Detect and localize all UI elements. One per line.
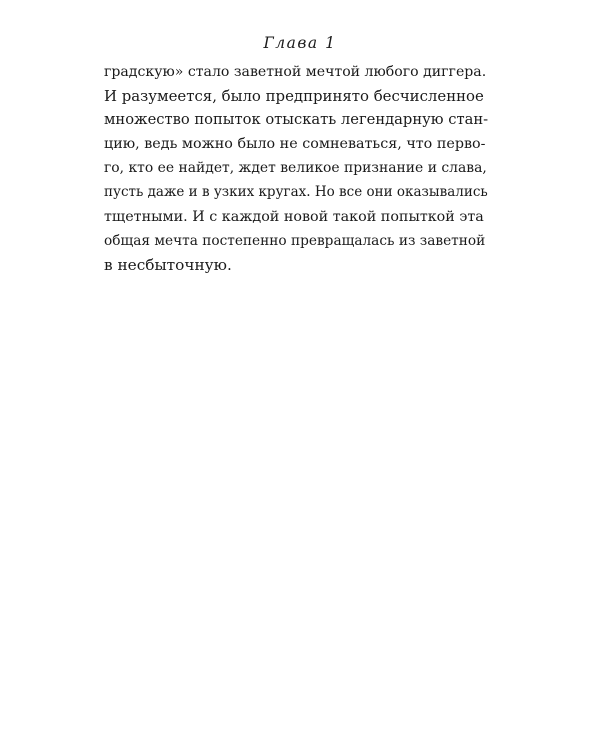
text-line: множество попыток отыскать легендарную стан- — [104, 111, 489, 129]
body-paragraph — [104, 60, 488, 277]
text-line: И разумеется, было предпринято бесчисленное — [104, 87, 484, 106]
text-line: го, кто ее найдет, ждет великое признание и слава, — [104, 160, 487, 177]
text-line: тщетными. И с каждой новой такой попыткой эта — [104, 208, 484, 225]
text-line: цию, ведь можно было не сомневаться, что перво- — [104, 136, 486, 153]
text-line: градскую» стало заветной мечтой любого диггера. — [104, 64, 487, 80]
text-line: в несбыточную. — [104, 255, 232, 274]
text-line: общая мечта постепенно превращалась из заветной — [104, 232, 486, 249]
running-header: Глава 1 — [263, 34, 337, 52]
text-line: пусть даже и в узких кругах. Но все они оказывались — [104, 184, 488, 201]
